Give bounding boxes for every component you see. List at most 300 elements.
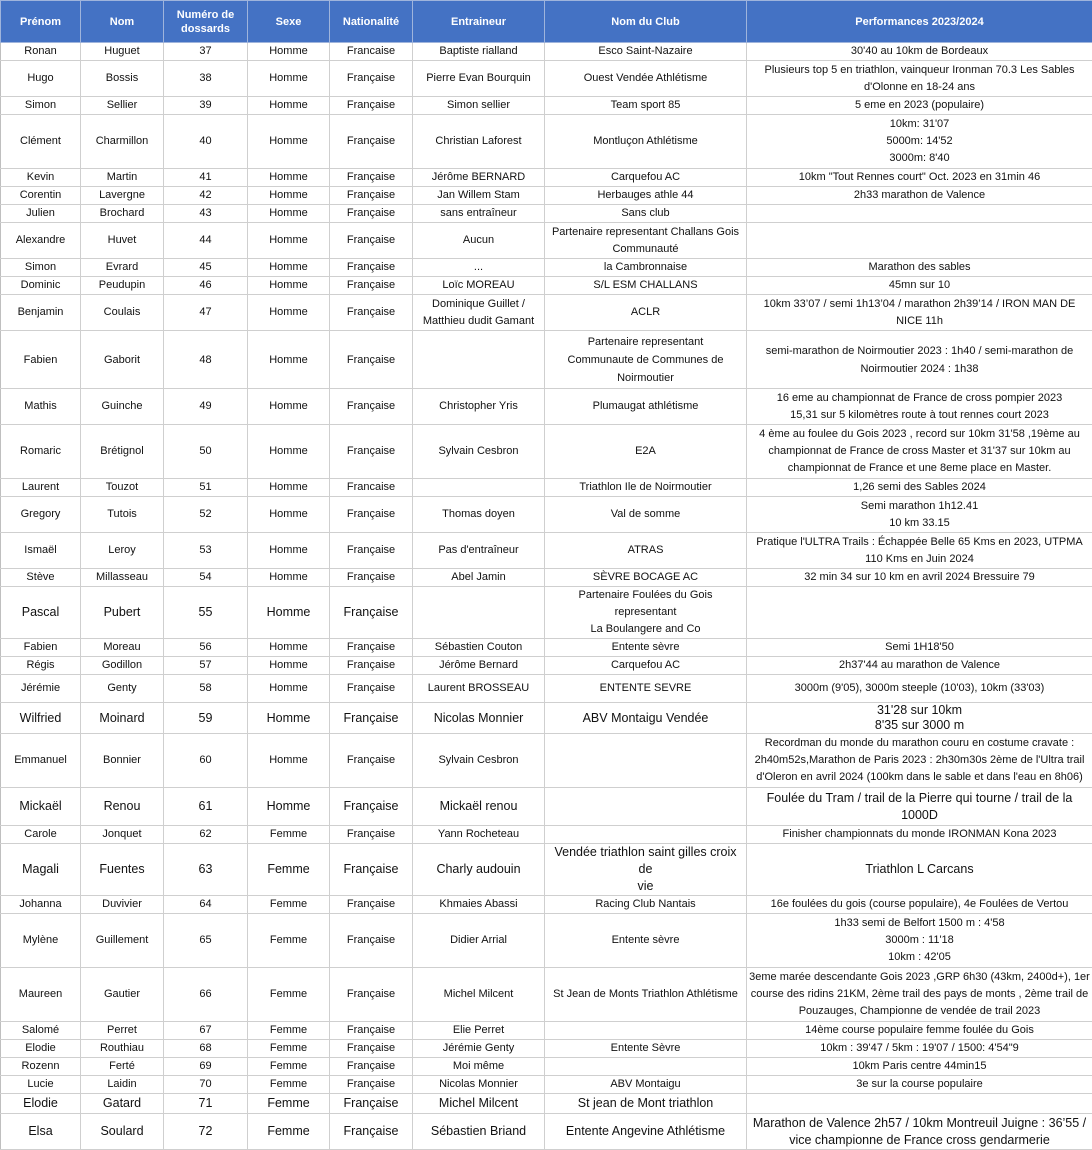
nom-cell: Routhiau <box>81 1040 164 1058</box>
sexe-cell: Femme <box>248 968 330 1022</box>
club-cell: Racing Club Nantais <box>545 896 747 914</box>
table-row <box>1 1076 1092 1094</box>
nom-cell: Huvet <box>81 223 164 259</box>
entraineur-cell: Sylvain Cesbron <box>413 425 545 479</box>
performances-cell: 1h33 semi de Belfort 1500 m : 4'58 3000m : 11'18 10km : 42'05 <box>747 914 1092 968</box>
sexe-cell: Homme <box>248 61 330 97</box>
club-cell: St Jean de Monts Triathlon Athlétisme <box>545 968 747 1022</box>
club-cell: Esco Saint-Nazaire <box>545 43 747 61</box>
nom-cell: Pubert <box>81 587 164 639</box>
nom-cell: Touzot <box>81 479 164 497</box>
sexe-cell: Homme <box>248 295 330 331</box>
performances-cell <box>747 223 1092 259</box>
entraineur-cell: Pierre Evan Bourquin <box>413 61 545 97</box>
performances-cell: Marathon de Valence 2h57 / 10km Montreuil Juigne : 36’55 / vice championne de France cross gendarmerie <box>747 1114 1092 1150</box>
prenom-cell: Gregory <box>1 497 81 533</box>
nom-cell: Millasseau <box>81 569 164 587</box>
table-row <box>1 205 1092 223</box>
sexe-cell: Femme <box>248 1040 330 1058</box>
club-cell <box>545 788 747 826</box>
prenom-cell: Pascal <box>1 587 81 639</box>
entraineur-cell: Elie Perret <box>413 1022 545 1040</box>
dossard-cell: 68 <box>164 1040 248 1058</box>
sexe-cell: Homme <box>248 169 330 187</box>
performances-cell: Pratique l'ULTRA Trails : Échappée Belle 65 Kms en 2023, UTPMA 110 Kms en Juin 2024 <box>747 533 1092 569</box>
nationalite-cell: Française <box>330 389 413 425</box>
performances-cell: 4 ème au foulee du Gois 2023 , record sur 10km 31'58 ,19ème au championnat de France de cross Master et 31'37 sur 10km au championnat de France et une 8eme place en Master. <box>747 425 1092 479</box>
nationalite-cell: Française <box>330 205 413 223</box>
sexe-cell: Femme <box>248 1022 330 1040</box>
sexe-cell: Femme <box>248 1058 330 1076</box>
dossard-cell: 46 <box>164 277 248 295</box>
nationalite-cell: Française <box>330 896 413 914</box>
sexe-cell: Homme <box>248 97 330 115</box>
sexe-cell: Homme <box>248 115 330 169</box>
nationalite-cell: Française <box>330 675 413 703</box>
prenom-cell: Hugo <box>1 61 81 97</box>
entraineur-cell: Jérôme BERNARD <box>413 169 545 187</box>
prenom-cell: Alexandre <box>1 223 81 259</box>
nationalite-cell: Française <box>330 657 413 675</box>
nationalite-cell: Francaise <box>330 479 413 497</box>
club-cell: Triathlon Ile de Noirmoutier <box>545 479 747 497</box>
performances-cell: 14ème course populaire femme foulée du Gois <box>747 1022 1092 1040</box>
club-cell: St jean de Mont triathlon <box>545 1094 747 1114</box>
performances-cell: Triathlon L Carcans <box>747 844 1092 896</box>
nationalite-cell: Française <box>330 425 413 479</box>
nom-cell: Gatard <box>81 1094 164 1114</box>
entraineur-cell <box>413 587 545 639</box>
sexe-cell: Femme <box>248 1076 330 1094</box>
dossard-cell: 50 <box>164 425 248 479</box>
nationalite-cell: Française <box>330 569 413 587</box>
table-row <box>1 187 1092 205</box>
entraineur-cell: Thomas doyen <box>413 497 545 533</box>
entraineur-cell: Baptiste rialland <box>413 43 545 61</box>
nom-cell: Tutois <box>81 497 164 533</box>
nationalite-cell: Francaise <box>330 43 413 61</box>
nationalite-cell: Française <box>330 97 413 115</box>
sexe-cell: Homme <box>248 259 330 277</box>
table-row <box>1 569 1092 587</box>
nom-cell: Duvivier <box>81 896 164 914</box>
club-cell: Entente Angevine Athlétisme <box>545 1114 747 1150</box>
sexe-cell: Homme <box>248 497 330 533</box>
club-cell: Sans club <box>545 205 747 223</box>
table-row <box>1 968 1092 1022</box>
dossard-cell: 48 <box>164 331 248 389</box>
nationalite-cell: Française <box>330 788 413 826</box>
prenom-cell: Carole <box>1 826 81 844</box>
table-row <box>1 277 1092 295</box>
sexe-cell: Homme <box>248 331 330 389</box>
prenom-cell: Elsa <box>1 1114 81 1150</box>
prenom-cell: Elodie <box>1 1040 81 1058</box>
table-row <box>1 223 1092 259</box>
prenom-cell: Elodie <box>1 1094 81 1114</box>
nationalite-cell: Française <box>330 497 413 533</box>
performances-cell: Finisher championnats du monde IRONMAN Kona 2023 <box>747 826 1092 844</box>
entraineur-cell: Khmaies Abassi <box>413 896 545 914</box>
sexe-cell: Homme <box>248 277 330 295</box>
prenom-cell: Salomé <box>1 1022 81 1040</box>
nationalite-cell: Française <box>330 277 413 295</box>
club-cell <box>545 1022 747 1040</box>
performances-cell: 10km "Tout Rennes court" Oct. 2023 en 31min 46 <box>747 169 1092 187</box>
entraineur-cell: Moi même <box>413 1058 545 1076</box>
club-cell: ATRAS <box>545 533 747 569</box>
performances-cell: Plusieurs top 5 en triathlon, vainqueur Ironman 70.3 Les Sables d'Olonne en 18-24 ans <box>747 61 1092 97</box>
performances-cell: 2h33 marathon de Valence <box>747 187 1092 205</box>
club-cell: Entente sèvre <box>545 914 747 968</box>
dossard-cell: 69 <box>164 1058 248 1076</box>
performances-cell: 16 eme au championnat de France de cross pompier 2023 15,31 sur 5 kilomètres route à tout rennes court 2023 <box>747 389 1092 425</box>
nationalite-cell: Française <box>330 533 413 569</box>
club-cell: Partenaire representant Challans Gois Communauté <box>545 223 747 259</box>
performances-cell <box>747 587 1092 639</box>
performances-cell: 3e sur la course populaire <box>747 1076 1092 1094</box>
performances-cell: 1,26 semi des Sables 2024 <box>747 479 1092 497</box>
prenom-cell: Simon <box>1 97 81 115</box>
table-row <box>1 788 1092 826</box>
performances-cell: Semi marathon 1h12.41 10 km 33.15 <box>747 497 1092 533</box>
nationalite-cell: Française <box>330 169 413 187</box>
prenom-cell: Fabien <box>1 331 81 389</box>
club-cell: Team sport 85 <box>545 97 747 115</box>
entraineur-cell: Dominique Guillet / Matthieu dudit Gamant <box>413 295 545 331</box>
prenom-cell: Wilfried <box>1 703 81 734</box>
sexe-cell: Femme <box>248 1114 330 1150</box>
sexe-cell: Homme <box>248 479 330 497</box>
club-cell: SÈVRE BOCAGE AC <box>545 569 747 587</box>
sexe-cell: Femme <box>248 1094 330 1114</box>
sexe-cell: Homme <box>248 533 330 569</box>
sexe-cell: Homme <box>248 675 330 703</box>
sexe-cell: Homme <box>248 788 330 826</box>
sexe-cell: Femme <box>248 914 330 968</box>
prenom-cell: Dominic <box>1 277 81 295</box>
prenom-cell: Laurent <box>1 479 81 497</box>
nom-cell: Guinche <box>81 389 164 425</box>
entraineur-cell: Christopher Yris <box>413 389 545 425</box>
dossard-cell: 55 <box>164 587 248 639</box>
table-row <box>1 826 1092 844</box>
nom-cell: Bonnier <box>81 734 164 788</box>
club-cell: S/L ESM CHALLANS <box>545 277 747 295</box>
entraineur-cell: Sébastien Couton <box>413 639 545 657</box>
table-body <box>1 43 1092 1150</box>
sexe-cell: Homme <box>248 187 330 205</box>
club-cell: ENTENTE SEVRE <box>545 675 747 703</box>
nom-cell: Gautier <box>81 968 164 1022</box>
prenom-cell: Clément <box>1 115 81 169</box>
performances-cell: Foulée du Tram / trail de la Pierre qui tourne / trail de la 1000D <box>747 788 1092 826</box>
nom-cell: Leroy <box>81 533 164 569</box>
entraineur-cell: Michel Milcent <box>413 1094 545 1114</box>
performances-cell: 2h37'44 au marathon de Valence <box>747 657 1092 675</box>
table-row <box>1 43 1092 61</box>
nationalite-cell: Française <box>330 734 413 788</box>
nationalite-cell: Française <box>330 1076 413 1094</box>
dossard-cell: 51 <box>164 479 248 497</box>
performances-cell: 16e foulées du gois (course populaire), 4e Foulées de Vertou <box>747 896 1092 914</box>
entraineur-cell: Nicolas Monnier <box>413 1076 545 1094</box>
dossard-cell: 45 <box>164 259 248 277</box>
entraineur-cell: Loïc MOREAU <box>413 277 545 295</box>
nom-cell: Huguet <box>81 43 164 61</box>
dossard-cell: 47 <box>164 295 248 331</box>
nom-cell: Evrard <box>81 259 164 277</box>
sexe-cell: Homme <box>248 587 330 639</box>
dossard-cell: 59 <box>164 703 248 734</box>
nom-cell: Charmillon <box>81 115 164 169</box>
prenom-cell: Simon <box>1 259 81 277</box>
prenom-cell: Magali <box>1 844 81 896</box>
prenom-cell: Emmanuel <box>1 734 81 788</box>
table-row <box>1 425 1092 479</box>
table-row <box>1 657 1092 675</box>
prenom-cell: Fabien <box>1 639 81 657</box>
club-cell: Carquefou AC <box>545 657 747 675</box>
nationalite-cell: Française <box>330 1022 413 1040</box>
performances-cell: 3000m (9'05), 3000m steeple (10'03), 10km (33'03) <box>747 675 1092 703</box>
table-row <box>1 497 1092 533</box>
dossard-cell: 53 <box>164 533 248 569</box>
performances-cell: 45mn sur 10 <box>747 277 1092 295</box>
table-row <box>1 259 1092 277</box>
prenom-cell: Ismaël <box>1 533 81 569</box>
prenom-cell: Jérémie <box>1 675 81 703</box>
entraineur-cell <box>413 331 545 389</box>
prenom-cell: Mickaël <box>1 788 81 826</box>
nom-cell: Moinard <box>81 703 164 734</box>
dossard-cell: 67 <box>164 1022 248 1040</box>
nom-cell: Coulais <box>81 295 164 331</box>
performances-cell: 10km : 39'47 / 5km : 19'07 / 1500: 4'54"9 <box>747 1040 1092 1058</box>
nationalite-cell: Française <box>330 914 413 968</box>
prenom-cell: Julien <box>1 205 81 223</box>
sexe-cell: Homme <box>248 43 330 61</box>
sexe-cell: Homme <box>248 734 330 788</box>
table-row <box>1 533 1092 569</box>
prenom-cell: Corentin <box>1 187 81 205</box>
prenom-cell: Maureen <box>1 968 81 1022</box>
club-cell: Partenaire Foulées du Gois representant La Boulangere and Co <box>545 587 747 639</box>
club-cell <box>545 1058 747 1076</box>
club-cell: E2A <box>545 425 747 479</box>
table-row <box>1 295 1092 331</box>
prenom-cell: Kevin <box>1 169 81 187</box>
table-row <box>1 169 1092 187</box>
prenom-cell: Lucie <box>1 1076 81 1094</box>
dossard-cell: 42 <box>164 187 248 205</box>
entraineur-cell: Abel Jamin <box>413 569 545 587</box>
entraineur-cell: ... <box>413 259 545 277</box>
entraineur-cell: Jérémie Genty <box>413 1040 545 1058</box>
nationalite-cell: Française <box>330 844 413 896</box>
header-nationalite: Nationalité <box>330 1 413 43</box>
header-row <box>1 1 1092 43</box>
nationalite-cell: Française <box>330 1094 413 1114</box>
nationalite-cell: Française <box>330 826 413 844</box>
performances-cell: 30'40 au 10km de Bordeaux <box>747 43 1092 61</box>
nom-cell: Martin <box>81 169 164 187</box>
dossard-cell: 62 <box>164 826 248 844</box>
dossard-cell: 41 <box>164 169 248 187</box>
sexe-cell: Homme <box>248 425 330 479</box>
club-cell: Entente Sèvre <box>545 1040 747 1058</box>
nom-cell: Brétignol <box>81 425 164 479</box>
header-nom: Nom <box>81 1 164 43</box>
table-row <box>1 734 1092 788</box>
entraineur-cell <box>413 479 545 497</box>
header-sexe: Sexe <box>248 1 330 43</box>
entraineur-cell: sans entraîneur <box>413 205 545 223</box>
nom-cell: Godillon <box>81 657 164 675</box>
header-numero-dossards: Numéro de dossards <box>164 1 248 43</box>
club-cell: ACLR <box>545 295 747 331</box>
nom-cell: Genty <box>81 675 164 703</box>
sexe-cell: Homme <box>248 569 330 587</box>
nom-cell: Brochard <box>81 205 164 223</box>
performances-cell: 31'28 sur 10km 8'35 sur 3000 m <box>747 703 1092 734</box>
nationalite-cell: Française <box>330 187 413 205</box>
nationalite-cell: Française <box>330 1114 413 1150</box>
table-row <box>1 703 1092 734</box>
nationalite-cell: Française <box>330 331 413 389</box>
sexe-cell: Homme <box>248 657 330 675</box>
prenom-cell: Benjamin <box>1 295 81 331</box>
table-row <box>1 97 1092 115</box>
table-row <box>1 844 1092 896</box>
dossard-cell: 44 <box>164 223 248 259</box>
sexe-cell: Homme <box>248 703 330 734</box>
nationalite-cell: Française <box>330 703 413 734</box>
sexe-cell: Homme <box>248 223 330 259</box>
nom-cell: Renou <box>81 788 164 826</box>
prenom-cell: Stève <box>1 569 81 587</box>
club-cell: Carquefou AC <box>545 169 747 187</box>
header-performances: Performances 2023/2024 <box>747 1 1092 43</box>
nationalite-cell: Française <box>330 639 413 657</box>
prenom-cell: Romaric <box>1 425 81 479</box>
prenom-cell: Mathis <box>1 389 81 425</box>
club-cell: la Cambronnaise <box>545 259 747 277</box>
nationalite-cell: Française <box>330 295 413 331</box>
header-prenom: Prénom <box>1 1 81 43</box>
entraineur-cell: Jan Willem Stam <box>413 187 545 205</box>
header-nom-du-club: Nom du Club <box>545 1 747 43</box>
club-cell <box>545 826 747 844</box>
performances-cell: Semi 1H18'50 <box>747 639 1092 657</box>
club-cell: Partenaire representant Communaute de Communes de Noirmoutier <box>545 331 747 389</box>
club-cell: ABV Montaigu Vendée <box>545 703 747 734</box>
club-cell: Vendée triathlon saint gilles croix de vie <box>545 844 747 896</box>
nom-cell: Lavergne <box>81 187 164 205</box>
entraineur-cell: Simon sellier <box>413 97 545 115</box>
table-row <box>1 587 1092 639</box>
dossard-cell: 43 <box>164 205 248 223</box>
table-row <box>1 1022 1092 1040</box>
entraineur-cell: Aucun <box>413 223 545 259</box>
dossard-cell: 38 <box>164 61 248 97</box>
nationalite-cell: Française <box>330 223 413 259</box>
nationalite-cell: Française <box>330 968 413 1022</box>
entraineur-cell: Sébastien Briand <box>413 1114 545 1150</box>
entraineur-cell: Laurent BROSSEAU <box>413 675 545 703</box>
entraineur-cell: Christian Laforest <box>413 115 545 169</box>
performances-cell <box>747 205 1092 223</box>
table-header <box>1 1 1092 43</box>
nom-cell: Soulard <box>81 1114 164 1150</box>
performances-cell: 3eme marée descendante Gois 2023 ,GRP 6h30 (43km, 2400d+), 1er course des ridins 21KM, 2ème trail des pays de monts , 2ème trail de Pouzauges, Championne de vendée de trail 2023 <box>747 968 1092 1022</box>
entraineur-cell: Yann Rocheteau <box>413 826 545 844</box>
dossard-cell: 49 <box>164 389 248 425</box>
prenom-cell: Mylène <box>1 914 81 968</box>
entraineur-cell: Nicolas Monnier <box>413 703 545 734</box>
dossard-cell: 71 <box>164 1094 248 1114</box>
table-row <box>1 896 1092 914</box>
nom-cell: Gaborit <box>81 331 164 389</box>
performances-cell: semi-marathon de Noirmoutier 2023 : 1h40 / semi-marathon de Noirmoutier 2024 : 1h38 <box>747 331 1092 389</box>
nom-cell: Bossis <box>81 61 164 97</box>
dossard-cell: 40 <box>164 115 248 169</box>
prenom-cell: Ronan <box>1 43 81 61</box>
table-row <box>1 331 1092 389</box>
table-row <box>1 479 1092 497</box>
performances-cell: 10km 33’07 / semi 1h13’04 / marathon 2h39’14 / IRON MAN DE NICE 11h <box>747 295 1092 331</box>
prenom-cell: Johanna <box>1 896 81 914</box>
table-row <box>1 1058 1092 1076</box>
nationalite-cell: Française <box>330 587 413 639</box>
nom-cell: Fuentes <box>81 844 164 896</box>
dossard-cell: 66 <box>164 968 248 1022</box>
sexe-cell: Homme <box>248 205 330 223</box>
nom-cell: Sellier <box>81 97 164 115</box>
dossard-cell: 72 <box>164 1114 248 1150</box>
sexe-cell: Femme <box>248 896 330 914</box>
club-cell: Val de somme <box>545 497 747 533</box>
dossard-cell: 60 <box>164 734 248 788</box>
dossard-cell: 65 <box>164 914 248 968</box>
club-cell <box>545 734 747 788</box>
performances-cell: Marathon des sables <box>747 259 1092 277</box>
performances-cell: 5 eme en 2023 (populaire) <box>747 97 1092 115</box>
performances-cell: 10km Paris centre 44min15 <box>747 1058 1092 1076</box>
nom-cell: Jonquet <box>81 826 164 844</box>
table-row <box>1 1114 1092 1150</box>
entraineur-cell: Jérôme Bernard <box>413 657 545 675</box>
performances-cell: 10km: 31'07 5000m: 14'52 3000m: 8'40 <box>747 115 1092 169</box>
entraineur-cell: Didier Arrial <box>413 914 545 968</box>
entraineur-cell: Charly audouin <box>413 844 545 896</box>
club-cell: Montluçon Athlétisme <box>545 115 747 169</box>
nom-cell: Laidin <box>81 1076 164 1094</box>
club-cell: Ouest Vendée Athlétisme <box>545 61 747 97</box>
dossard-cell: 58 <box>164 675 248 703</box>
nationalite-cell: Française <box>330 115 413 169</box>
table-row <box>1 115 1092 169</box>
prenom-cell: Rozenn <box>1 1058 81 1076</box>
nom-cell: Moreau <box>81 639 164 657</box>
nom-cell: Peudupin <box>81 277 164 295</box>
table-row <box>1 61 1092 97</box>
nom-cell: Perret <box>81 1022 164 1040</box>
dossard-cell: 61 <box>164 788 248 826</box>
sexe-cell: Femme <box>248 826 330 844</box>
performances-cell: 32 min 34 sur 10 km en avril 2024 Bressuire 79 <box>747 569 1092 587</box>
dossard-cell: 70 <box>164 1076 248 1094</box>
